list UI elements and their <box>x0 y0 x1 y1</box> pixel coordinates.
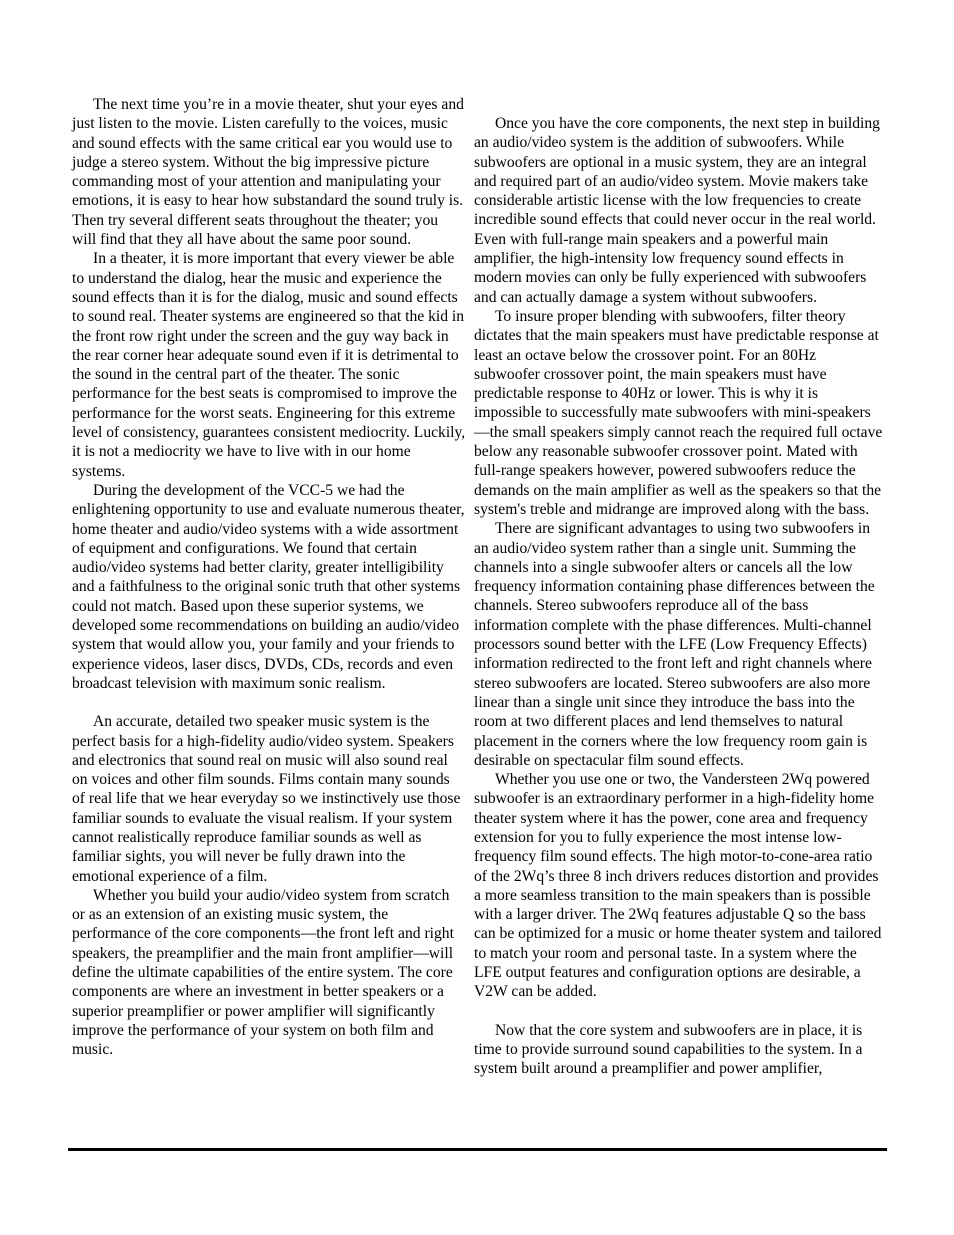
paragraph-subwoofers: Once you have the core components, the next step in building an audio/video system is the addition of subwoofers. While subwoofers are optional in a music system, they are an integral and required part of an audio/video system. Movie makers take considerable artistic license with the low frequencies to create incredible sound effects that could never occur in the real world. Even with full-range main speakers and a powerful main amplifier, the high-intensity low frequency sound effects in modern movies can only be fully experienced with subwoofers and can actually damage a system without subwoofers. <box>474 115 880 306</box>
paragraph-gap <box>474 1002 884 1021</box>
paragraph-surround-sound: Now that the core system and subwoofers are in place, it is time to provide surround sound capabilities to the system. In a system built around a preamplifier and power amplifier, <box>474 1021 863 1078</box>
footer-rule <box>68 1148 887 1151</box>
paragraph-gap <box>72 693 466 712</box>
left-column <box>72 95 466 1060</box>
paragraph-two-speaker-system: An accurate, detailed two speaker music system is the perfect basis for a high-fidelity audio/video system. Speakers and electronics that sound real on music will also sound real on voices and other film sounds. Films contain many sounds of real life that we hear everyday so we instinctively use those familiar sounds to evaluate the visual realism. If your system cannot realistically reproduce familiar sounds as well as familiar sights, you will never be fully drawn into the emotional experience of a film. <box>72 713 461 885</box>
paragraph-theater-engineering: In a theater, it is more important that every viewer be able to understand the dialog, hear the music and experience the sound effects than it is for the dialog, music and sound effects to sound real. Theater systems are engineered so that the kid in the front row right under the screen and the guy way back in the rear corner hear adequate sound even if it is detrimental to the sound in the central part of the theater. The sonic performance for the best seats is compromised to improve the performance for the worst seats. Engineering for this extreme level of consistency, guarantees consistent mediocrity. Luckily, it is not a mediocrity we have to live with in our home systems. <box>72 250 466 480</box>
paragraph-movie-theater: The next time you’re in a movie theater, shut your eyes and just listen to the movie. Listen carefully to the voices, music and sound effects with the same critical ear you would use to judge a stereo system. Without the big impressive picture commanding most of your attention and manipulating your emotions, it is easy to hear how substandard the sound truly is. Then try several different seats throughout the theater; you will find that they all have about the same poor sound. <box>72 96 464 249</box>
paragraph-gap <box>474 95 884 114</box>
paragraph-2wq-subwoofer: Whether you use one or two, the Vandersteen 2Wq powered subwoofer is an extraordinary performer in a high-fidelity home theater system where it has the power, cone area and frequency extension for you to fully experience the most intense low-frequency film sound effects. The high motor-to-cone-area ratio of the 2Wq’s three 8 inch drivers reduces distortion and provides a more seamless transition to the main speakers than is possible with a larger driver. The 2Wq features adjustable Q so the bass can be optimized for a music or home theater system and tailored to match your room and personal taste. In a system where the LFE output features and configuration options are desirable, a V2W can be added. <box>474 771 882 1001</box>
paragraph-stereo-subwoofers: There are significant advantages to using two subwoofers in an audio/video system rather than a single unit. Summing the channels into a single subwoofer alters or cancels all the low frequency information containing phase differences between the channels. Stereo subwoofers reproduce all of the bass information complete with the phase differences. Multi-channel processors sound better with the LFE (Low Frequency Effects) information redirected to the front left and right channels where stereo subwoofers are located. Stereo subwoofers are also more linear than a single unit since they introduce the bass into the room at two different places and lend themselves to natural placement in the corners where the low frequency room gain is desirable on spectacular film sound effects. <box>474 520 875 769</box>
paragraph-filter-theory: To insure proper blending with subwoofers, filter theory dictates that the main speakers must have predictable response at least an octave below the crossover point. For an 80Hz subwoofer crossover point, the main speakers must have predictable response to 40Hz or lower. This is why it is impossible to successfully mate subwoofers with mini-speakers—the small speakers simply cannot reach the required full octave below any reasonable subwoofer crossover point. Mated with full-range speakers however, powered subwoofers reduce the demands on the main amplifier as well as the speakers so that the system's treble and midrange are improved along with the bass. <box>474 307 883 518</box>
right-column <box>474 95 884 1079</box>
paragraph-core-components: Whether you build your audio/video system from scratch or as an extension of an existing music system, the performance of the core components—the front left and right speakers, the preamplifier and the main front amplifier—will define the ultimate capabilities of the entire system. The core components are where an investment in better speakers or a superior preamplifier or power amplifier will significantly improve the performance of your system on both film and music. <box>72 886 454 1059</box>
paragraph-vcc5-development: During the development of the VCC-5 we had the enlightening opportunity to use and evaluate numerous theater, home theater and audio/video systems with a wide assortment of equipment and configurations. We found that certain audio/video systems had better clarity, greater intelligibility and a faithfulness to the original sonic truth that other systems could not match. Based upon these superior systems, we developed some recommendations on building an audio/video system that would allow you, your family and your friends to experience videos, laser discs, DVDs, CDs, records and even broadcast television with maximum sonic realism. <box>72 481 465 692</box>
